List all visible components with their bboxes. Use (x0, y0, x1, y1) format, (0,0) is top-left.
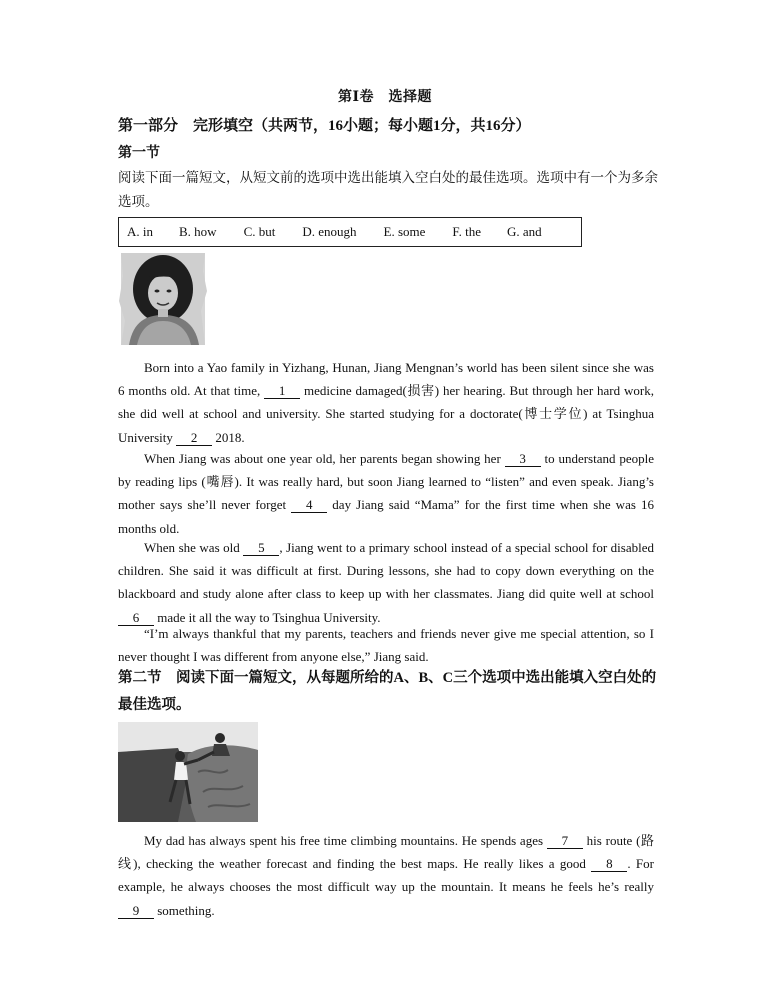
option-d: D. enough (302, 224, 357, 239)
option-a: A. in (127, 224, 153, 239)
section1-instructions: 阅读下面一篇短文，从短文前的选项中选出能填入空白处的最佳选项。选项中有一个为多余选项。 (118, 170, 658, 209)
blank-9[interactable]: 9 (118, 903, 154, 919)
climbing-photo (118, 722, 258, 822)
page-title: 第Ⅰ卷 选择题 (337, 90, 433, 105)
blank-5[interactable]: 5 (243, 540, 279, 556)
paragraph-2: When Jiang was about one year old, her parents began showing her 3 to understand people by reading lips (嘴唇). It was really hard, but soon Jiang learned to “listen” and even speak. Jiang’s mother says she’ll never forget 4 day Jiang said “Mama” for the first time when she was 16 months old. (118, 451, 654, 536)
blank-2[interactable]: 2 (176, 430, 212, 446)
blank-4[interactable]: 4 (291, 497, 327, 513)
paragraph-5: My dad has always spent his free time climbing mountains. He spends ages 7 his route (路线), checking the weather forecast and finding the best maps. He really likes a good 8 . For example, he always chooses the most difficult way up the mountain. It means he feels he’s really 9 something. (118, 833, 654, 918)
paragraph-4: “I’m always thankful that my parents, teachers and friends never give me special attention, so I never thought I was different from anyone else,” Jiang said. (118, 626, 654, 665)
paragraph-1: Born into a Yao family in Yizhang, Hunan, Jiang Mengnan’s world has been silent since she was 6 months old. At that time, 1 medicine damaged(损害) her hearing. But through her hard work, she did well at school and university. She started studying for a doctorate(博士学位) at Tsinghua University 2 2018. (118, 360, 654, 445)
blank-1[interactable]: 1 (264, 383, 300, 399)
option-f: F. the (452, 224, 481, 239)
section1-heading: 第一节 (118, 146, 160, 161)
blank-7[interactable]: 7 (547, 833, 583, 849)
option-g: G. and (507, 224, 542, 239)
blank-8[interactable]: 8 (591, 856, 627, 872)
option-b: B. how (179, 224, 217, 239)
option-e: E. some (383, 224, 426, 239)
options-box (118, 217, 582, 247)
blank-3[interactable]: 3 (505, 451, 541, 467)
section2-heading: 第二节 阅读下面一篇短文，从每题所给的A、B、C三个选项中选出能填入空白处的最佳选项。 (118, 670, 657, 713)
paragraph-3: When she was old 5 , Jiang went to a primary school instead of a special school for disabled children. She said it was difficult at first. During lessons, she had to copy down everything on the blackboard and study alone after class to keep up with her classmates. Jiang did quite well at school 6 made it all the way to Tsinghua University. (118, 540, 655, 625)
option-c: C. but (243, 224, 276, 239)
blank-6[interactable]: 6 (118, 610, 154, 626)
part-heading: 第一部分 完形填空（共两节，16小题；每小题1分，共16分） (118, 118, 531, 134)
portrait-photo (117, 251, 209, 347)
